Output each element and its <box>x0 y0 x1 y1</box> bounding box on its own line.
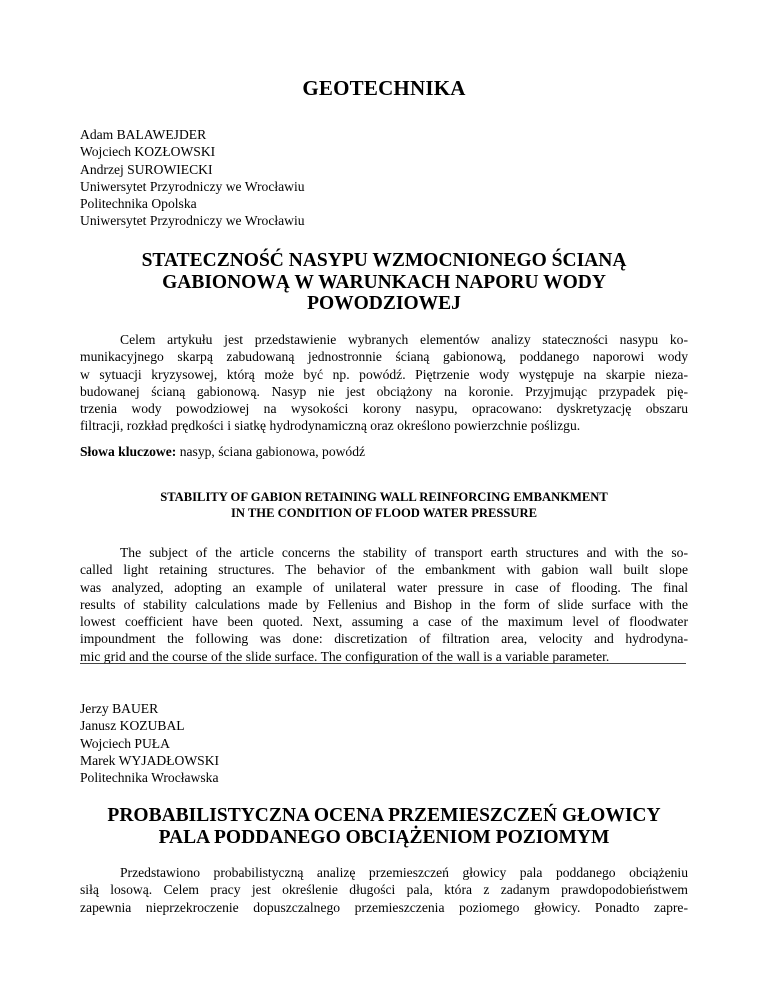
article2-authors <box>80 700 219 786</box>
article1-keywords <box>80 444 365 460</box>
article2-abstract-pl <box>80 864 688 916</box>
abstract-en-line: called light retaining structures. The behavior of the embankment with gabion wall built slope <box>80 562 688 578</box>
author-line: Adam BALAWEJDER <box>80 127 207 142</box>
affiliation-line: Uniwersytet Przyrodniczy we Wrocławiu <box>80 178 305 194</box>
affiliation-line: Uniwersytet Przyrodniczy we Wrocławiu <box>80 213 305 229</box>
author-line: Jerzy BAUER <box>80 701 159 716</box>
article1-title-en <box>80 490 688 521</box>
abstract-en-line: results of stability calculations made by Fellenius and Bishop in the form of slide surface with the <box>80 596 688 612</box>
abstract-en-line: The subject of the article concerns the stability of transport earth structures and with the so- <box>120 545 688 560</box>
author-line: Janusz KOZUBAL <box>80 718 185 734</box>
abstract-line: siłą losową. Celem pracy jest określenie długości pala, która z zadanym prawdopodobieństwem <box>80 882 688 898</box>
title-line: GABIONOWĄ W WARUNKACH NAPORU WODY <box>162 271 606 293</box>
article1-abstract-en <box>80 544 688 665</box>
article1-abstract-pl <box>80 331 688 435</box>
affiliation-line: Politechnika Opolska <box>80 196 197 212</box>
abstract-en-line: mic grid and the course of the slide surface. The configuration of the wall is a variable parameter. <box>80 648 610 664</box>
article1-title <box>80 250 688 315</box>
abstract-en-line: lowest coefficient have been quoted. Next, assuming a case of the maximum level of floodwater <box>80 614 688 630</box>
abstract-line: trzenia wody powodziowej na wysokości korony nasypu, opracowano: dyskretyzację obszaru <box>80 401 688 417</box>
keywords-value: nasyp, ściana gabionowa, powódź <box>179 444 366 459</box>
title-line: PALA PODDANEGO OBCIĄŻENIOM POZIOMYM <box>158 826 610 848</box>
abstract-en-line: impoundment the following was done: discretization of filtration area, velocity and hydrodyna- <box>80 631 688 647</box>
abstract-line: munikacyjnego skarpą zabudowaną jednostronnie ścianą gabionową, poddanego naporowi wody <box>80 349 688 365</box>
title-en-line: IN THE CONDITION OF FLOOD WATER PRESSURE <box>230 505 538 520</box>
keywords-label: Słowa kluczowe: <box>80 444 177 459</box>
separator-rule <box>80 663 686 664</box>
abstract-en-line: was analyzed, adopting an example of unilateral water pressure in case of flooding. The final <box>80 579 688 595</box>
author-line: Wojciech KOZŁOWSKI <box>80 144 216 160</box>
author-line: Marek WYJADŁOWSKI <box>80 752 220 768</box>
article1-authors <box>80 126 305 230</box>
title-line: PROBABILISTYCZNA OCENA PRZEMIESZCZEŃ GŁOWICY <box>107 805 661 826</box>
abstract-line: w sytuacji kryzysowej, którą może być np. powódź. Piętrzenie wody występuje na skarpie nieza- <box>80 366 688 382</box>
title-line: POWODZIOWEJ <box>307 293 461 314</box>
abstract-line: budowanej ścianą gabionową. Nasyp nie jest obciążony na koronie. Przyjmując przypadek pię- <box>80 383 688 399</box>
section-title: GEOTECHNIKA <box>302 76 466 100</box>
abstract-line: Celem artykułu jest przedstawienie wybranych elementów analizy stateczności nasypu ko- <box>120 332 688 347</box>
title-en-line: STABILITY OF GABION RETAINING WALL REINFORCING EMBANKMENT <box>160 490 608 504</box>
author-line: Wojciech PUŁA <box>80 735 170 751</box>
abstract-line: zapewnia nieprzekroczenie dopuszczalnego przemieszczenia poziomego głowicy. Ponadto zapre- <box>80 899 688 915</box>
abstract-line: filtracji, rozkład prędkości i siatkę hydrodynamiczną oraz określono powierzchnie poślizgu. <box>80 418 581 434</box>
affiliation-line: Politechnika Wrocławska <box>80 770 219 786</box>
abstract-line: Przedstawiono probabilistyczną analizę przemieszczeń głowicy pala poddanego obciążeniu <box>120 865 688 880</box>
article2-title <box>80 805 688 848</box>
author-line: Andrzej SUROWIECKI <box>80 161 213 177</box>
title-line: STATECZNOŚĆ NASYPU WZMOCNIONEGO ŚCIANĄ <box>141 250 627 271</box>
